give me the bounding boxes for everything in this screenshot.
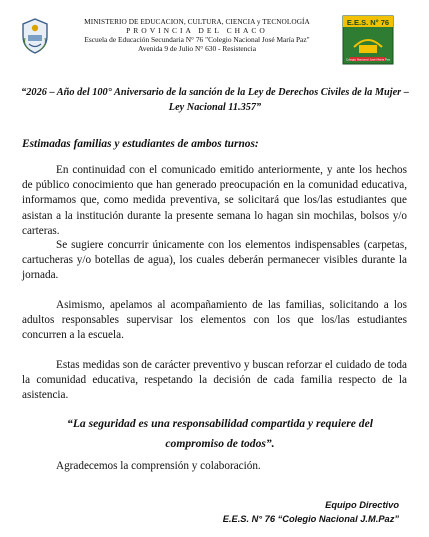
letterhead-text [54, 17, 340, 53]
signature-team: Equipo Directivo [325, 500, 399, 510]
paragraph-3: Asimismo, apelamos al acompañamiento de las familias, solicitando a los adultos responsables supervisar los elementos con los que los/las estudiantes concurren a la escuela. [22, 299, 407, 342]
logo-lettering: E.E.S. N° 76 [346, 18, 390, 27]
logo-sublettering: Colegio Nacional José María Paz [345, 57, 391, 62]
paragraph-1: En continuidad con el comunicado emitido anteriormente, y ante los hechos de público conocimiento que han generado preocupación en la comunidad educativa, informamos que, como medida preventiva, se solicitará que los/las estudiantes que asistan a la institución durante la presente semana lo hagan sin mochilas, bolsos y/o carteras. [22, 164, 407, 237]
school-name: Escuela de Educación Secundaria N° 76 "Colegio Nacional José María Paz" [84, 35, 310, 44]
province-seal-icon [20, 18, 50, 54]
province-name: PROVINCIA DEL CHACO [126, 26, 268, 35]
paragraph-4: Estas medidas son de carácter preventivo y buscan reforzar el cuidado de toda la comunidad educativa, respetando la decisión de cada familia respecto de la asistencia. [22, 359, 407, 402]
closing-quote: “La seguridad es una responsabilidad compartida y requiere del compromiso de todos”. [67, 417, 373, 450]
signature-school: E.E.S. N° 76 “Colegio Nacional J.M.Paz” [222, 514, 399, 524]
letterhead [0, 8, 429, 68]
ministry-name: MINISTERIO DE EDUCACION, CULTURA, CIENCIA y TECNOLOGÍA [84, 17, 310, 26]
school-logo-icon [342, 15, 394, 65]
paragraph-2: Se sugiere concurrir únicamente con los elementos indispensables (carpetas, cartucheras y/o botellas de agua), los cuales deberán permanecer visibles durante la jornada. [22, 239, 407, 282]
signature-block [223, 498, 399, 526]
greeting: Estimadas familias y estudiantes de ambos turnos: [22, 138, 259, 150]
year-motto: “2026 – Año del 100° Aniversario de la sanción de la Ley de Derechos Civiles de la Mujer – Ley Nacional 11.357” [21, 87, 409, 113]
thanks-line: Agradecemos la comprensión y colaboración. [56, 460, 261, 472]
school-address: Avenida 9 de Julio N° 630 - Resistencia [138, 44, 256, 53]
